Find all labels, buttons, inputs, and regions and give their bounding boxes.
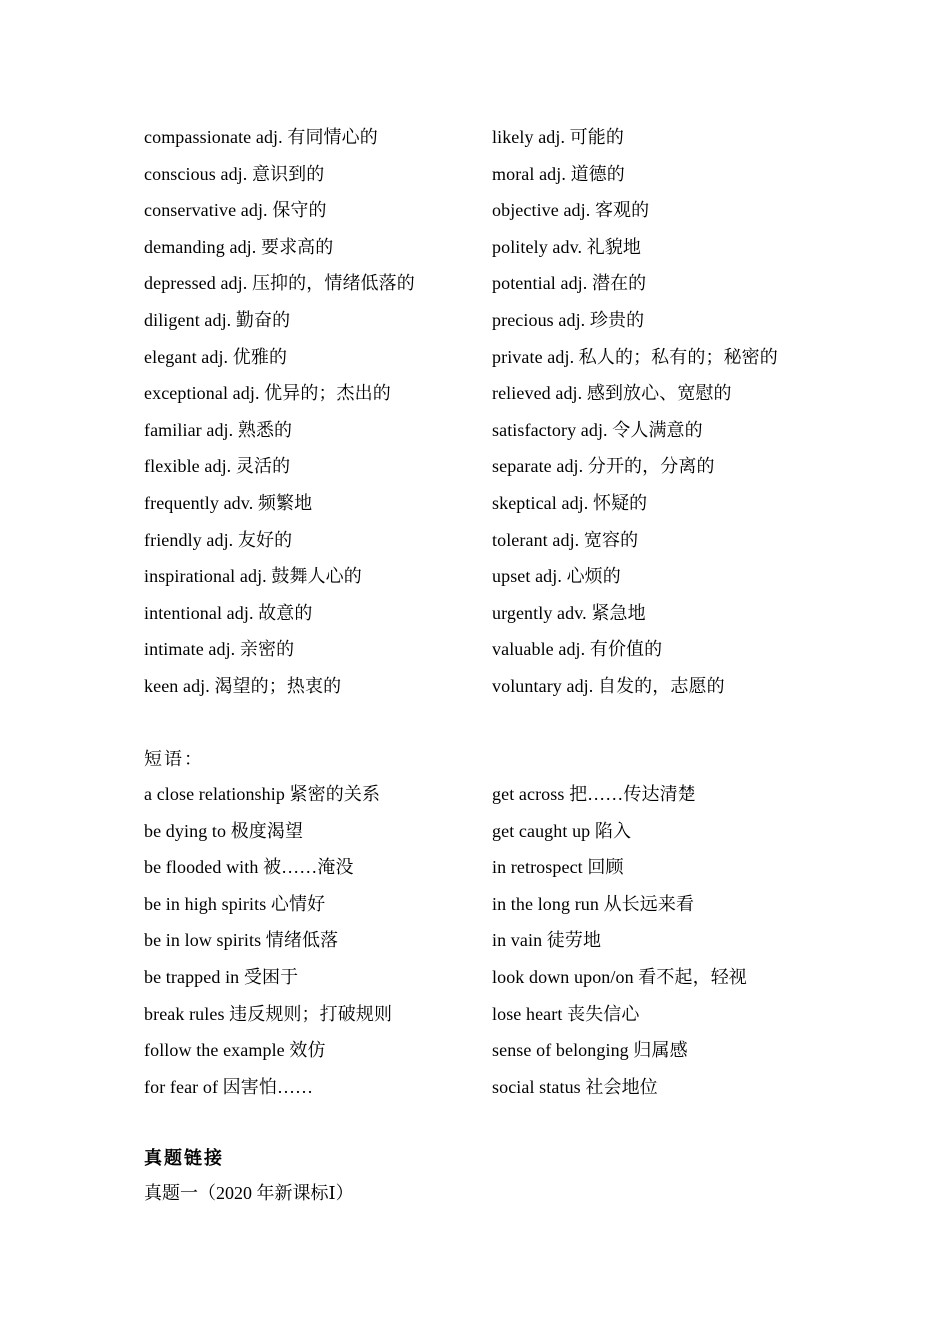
phrase-entry: get caught up 陷入 — [492, 820, 632, 841]
vocab-entry: conservative adj. 保守的 — [144, 200, 327, 221]
vocab-entry: potential adj. 潜在的 — [492, 273, 647, 294]
phrase-entry: lose heart 丧失信心 — [492, 1003, 640, 1024]
vocab-entry: elegant adj. 优雅的 — [144, 346, 288, 367]
section-title: 真题链接 — [144, 1148, 224, 1168]
vocab-entry: demanding adj. 要求高的 — [144, 236, 334, 257]
phrase-entry: be trapped in 受困于 — [144, 966, 299, 987]
vocab-entry: objective adj. 客观的 — [492, 200, 650, 221]
phrase-entry: look down upon/on 看不起，轻视 — [492, 966, 747, 987]
vocab-entry: voluntary adj. 自发的，志愿的 — [492, 675, 725, 696]
vocab-entry: urgently adv. 紧急地 — [492, 602, 646, 623]
vocab-entry: compassionate adj. 有同情心的 — [144, 127, 378, 147]
section-subtitle: 真题一（2020 年新课标Ⅰ） — [144, 1183, 354, 1203]
vocab-entry: satisfactory adj. 令人满意的 — [492, 419, 703, 440]
phrase-list — [144, 782, 844, 1111]
vocab-entry: tolerant adj. 宽容的 — [492, 529, 639, 550]
vocab-entry: separate adj. 分开的，分离的 — [492, 456, 715, 477]
vocab-entry: inspirational adj. 鼓舞人心的 — [144, 566, 362, 587]
vocab-entry: depressed adj. 压抑的，情绪低落的 — [144, 273, 415, 294]
vocab-entry: frequently adv. 频繁地 — [144, 492, 313, 513]
phrase-entry: get across 把……传达清楚 — [492, 784, 696, 804]
vocab-entry: exceptional adj. 优异的；杰出的 — [144, 383, 391, 404]
phrase-entry: be flooded with 被……淹没 — [144, 857, 354, 878]
vocab-entry: precious adj. 珍贵的 — [492, 309, 645, 330]
phrase-entry: in the long run 从长远来看 — [492, 893, 695, 914]
phrases-heading: 短语： — [144, 749, 204, 769]
vocab-entry: familiar adj. 熟悉的 — [144, 419, 293, 440]
phrase-entry: social status 社会地位 — [492, 1076, 658, 1097]
vocab-entry: keen adj. 渴望的；热衷的 — [144, 675, 342, 696]
phrase-entry: sense of belonging 归属感 — [492, 1040, 688, 1061]
phrase-entry: in vain 徒劳地 — [492, 930, 602, 951]
phrase-entry: be in low spirits 情绪低落 — [144, 930, 339, 951]
vocabulary-list — [144, 125, 844, 711]
vocab-entry: likely adj. 可能的 — [492, 127, 624, 147]
phrase-entry: break rules 违反规则；打破规则 — [144, 1003, 393, 1024]
vocab-entry: relieved adj. 感到放心、宽慰的 — [492, 383, 732, 404]
phrase-entry: be dying to 极度渴望 — [144, 820, 304, 841]
phrase-entry: a close relationship 紧密的关系 — [144, 784, 381, 804]
vocab-entry: flexible adj. 灵活的 — [144, 456, 291, 477]
vocab-entry: conscious adj. 意识到的 — [144, 163, 325, 184]
phrase-entry: be in high spirits 心情好 — [144, 893, 326, 914]
vocab-entry: friendly adj. 友好的 — [144, 529, 293, 550]
vocab-entry: upset adj. 心烦的 — [492, 566, 621, 587]
phrase-entry: for fear of 因害怕…… — [144, 1076, 314, 1097]
vocab-entry: valuable adj. 有价值的 — [492, 639, 663, 660]
vocab-entry: diligent adj. 勤奋的 — [144, 309, 291, 330]
phrase-entry: in retrospect 回顾 — [492, 857, 624, 878]
vocab-entry: intentional adj. 故意的 — [144, 602, 313, 623]
vocab-entry: moral adj. 道德的 — [492, 163, 625, 184]
vocab-entry: intimate adj. 亲密的 — [144, 639, 295, 660]
vocab-entry: politely adv. 礼貌地 — [492, 236, 642, 257]
vocab-entry: skeptical adj. 怀疑的 — [492, 492, 648, 513]
vocab-entry: private adj. 私人的；私有的；秘密的 — [492, 346, 778, 367]
phrase-entry: follow the example 效仿 — [144, 1040, 326, 1061]
